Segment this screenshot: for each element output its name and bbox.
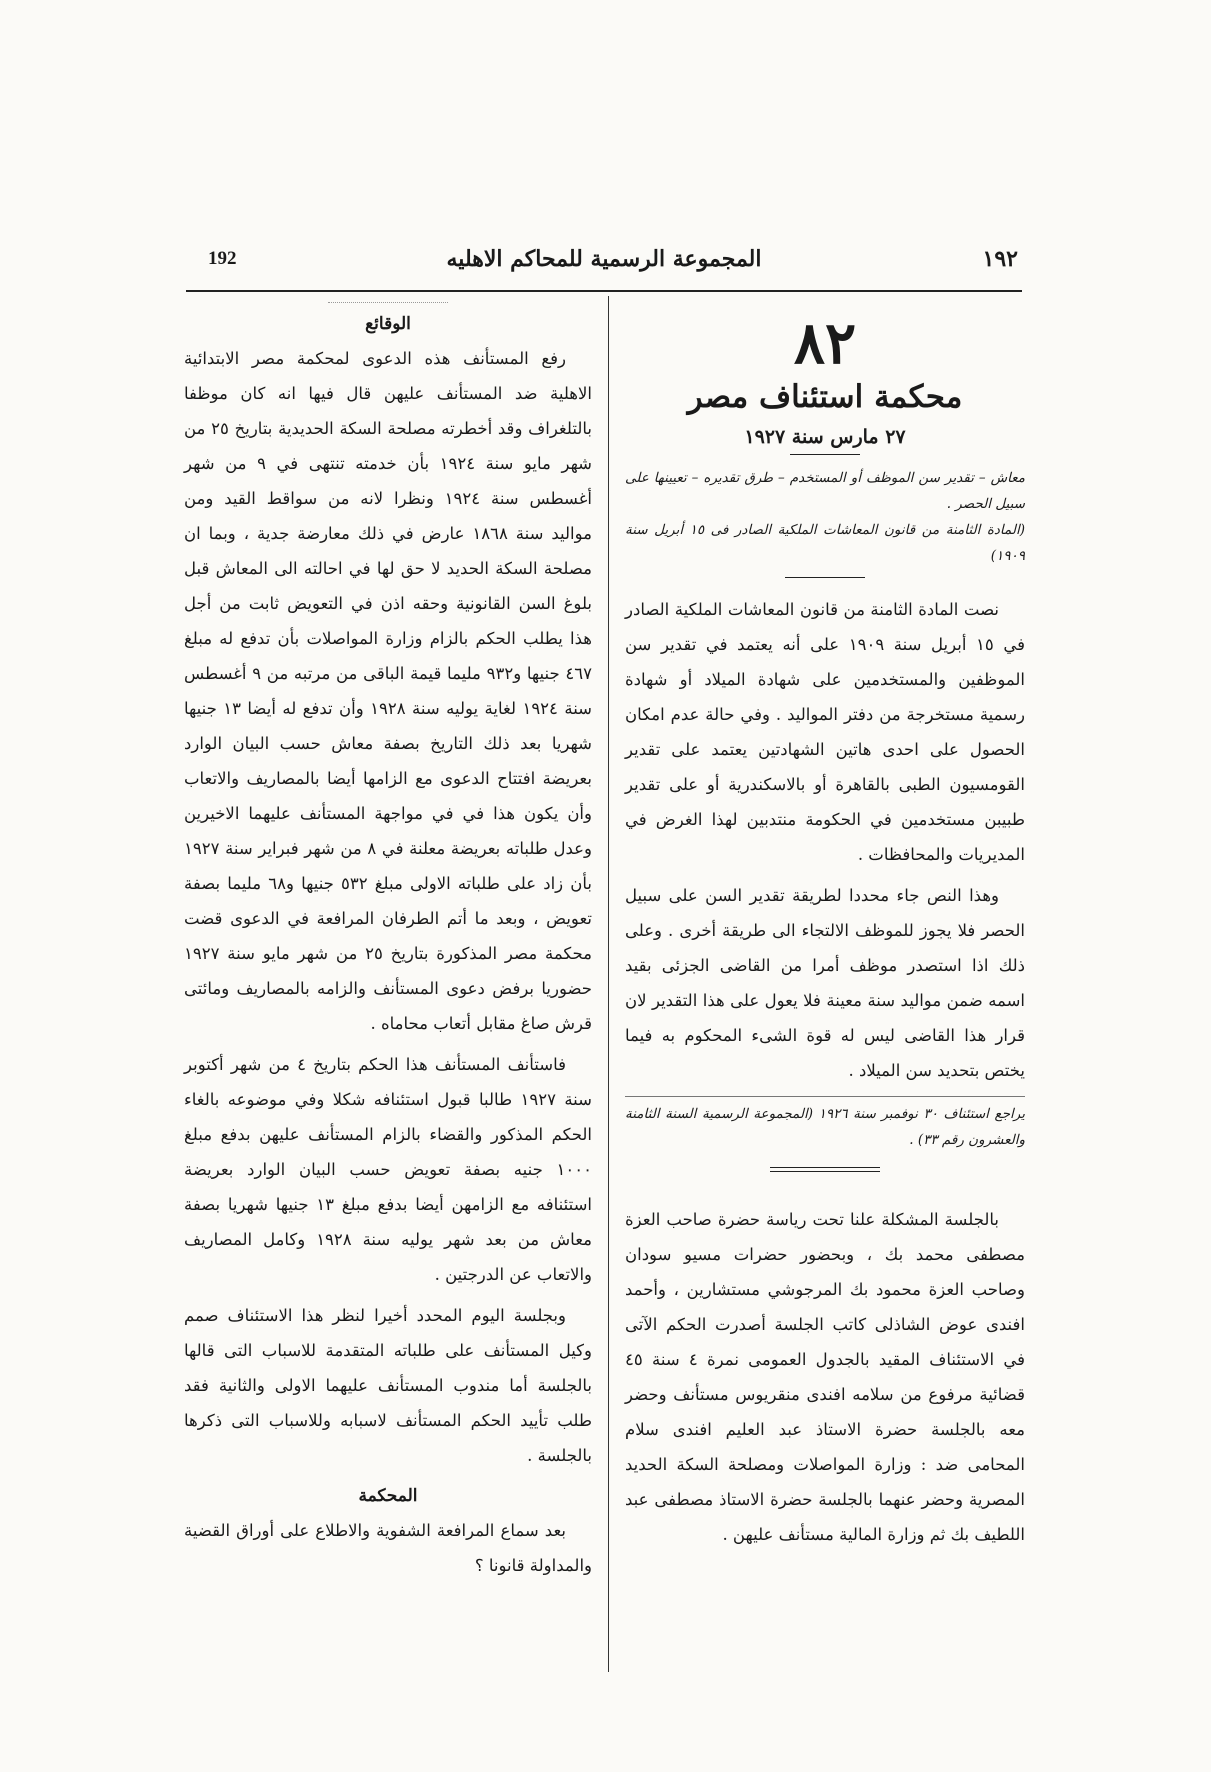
court-paragraph-1: بعد سماع المرافعة الشفوية والاطلاع على أوراق القضية والمداولة قانونا ؟ [184,1521,592,1575]
summary-rule [785,577,865,578]
column-divider [608,296,609,1672]
page-header [186,244,1022,284]
header-rule [186,290,1022,292]
reference-note: يراجع استئناف ٣٠ نوفمبر سنة ١٩٢٦ (المجموعة الرسمية السنة الثامنة والعشرون رقم ٣٣) . [625,1096,1025,1153]
court-name: محكمة استئناف مصر [687,379,963,415]
page-number-arabic: ١٩٢ [982,246,1018,272]
running-title: المجموعة الرسمية للمحاكم الاهليه [446,246,762,272]
session-paragraph: بالجلسة المشكلة علنا تحت رياسة حضرة صاحب العزة مصطفى محمد بك ، وبحضور حضرات مسيو سودان وصاحب العزة محمود بك المرجوشي مستشارين ، وأحمد افندى عوض الشاذلى كاتب الجلسة أصدرت الحكم الآتى في الاستئناف المقيد بالجدول العمومى نمرة ٤ سنة ٤٥ قضائية مرفوع من سلامه افندى منقريوس مستأنف وحضر معه بالجلسة حضرة الاستاذ عبد العليم افندى سلام المحامى ضد : وزارة المواصلات ومصلحة السكة الحديد المصرية وحضر عنهما بالجلسة حضرة الاستاذ مصطفى عبد اللطيف بك ثم وزارة المالية مستأنف عليهن . [625,1210,1026,1544]
court-heading: المحكمة [358,1486,418,1506]
summary-keywords: معاش – تقدير سن الموظف أو المستخدم – طرق تقديره – تعيينها على سبيل الحصر . [625,470,1025,512]
page-number-latin: 192 [208,248,237,269]
principle-paragraph-1: نصت المادة الثامنة من قانون المعاشات الملكية الصادر في ١٥ أبريل سنة ١٩٠٩ على أنه يعتمد في تقدير سن الموظفين والمستخدمين على شهادة الميلاد أو شهادة رسمية مستخرجة من دفتر المواليد . وفي حالة عدم امكان الحصول على احدى هاتين الشهادتين يعتمد على تقدير القومسيون الطبى بالقاهرة أو بالاسكندرية أو على تقدير طبيبن مستخدمين في الحكومة منتدبين لهذا الغرض في المديريات والمحافظات . [625,600,1025,864]
judgment-date: ٢٧ مارس سنة ١٩٢٧ [744,426,906,448]
facts-heading: الوقائع [365,314,411,334]
case-number: ٨٢ [793,309,857,377]
facts-paragraph-1: رفع المستأنف هذه الدعوى لمحكمة مصر الابتدائية الاهلية ضد المستأنف عليهن قال فيها انه كان موظفا بالتلغراف وقد أخطرته مصلحة السكة الحديدية بتاريخ ٢٥ من شهر مايو سنة ١٩٢٤ بأن خدمته تنتهى في ٩ من شهر أغسطس سنة ١٩٢٤ ونظرا لانه من سواقط القيد ومن مواليد سنة ١٨٦٨ عارض في ذلك معارضة جدية ، وبما ان مصلحة السكة الحديد لا حق لها في احالته الى المعاش قبل بلوغ السن القانونية وحقه اذن في التعويض ثابت من أجل هذا يطلب الحكم بالزام وزارة المواصلات بأن تدفع له مبلغ ٤٦٧ جنيها و٩٣٢ مليما قيمة الباقى من مرتبه من ٩ أغسطس سنة ١٩٢٤ لغاية يوليه سنة ١٩٢٨ وأن تدفع له أيضا ١٣ جنيها شهريا بعد ذلك التاريخ بصفة معاش حسب البيان الوارد بعريضة افتتاح الدعوى مع الزامها أيضا بالمصاريف والاتعاب وأن يكون هذا في في مواجهة المستأنف عليهما الاخيرين وعدل طلباته بعريضة معلنة في ٨ من شهر فبراير سنة ١٩٢٧ بأن زاد على طلباته الاولى مبلغ ٥٣٢ جنيها و٦٨ مليما بصفة تعويض ، وبعد ما أتم الطرفان المرافعة في الدعوى قضت محكمة مصر المذكورة بتاريخ ٢٥ من شهر مايو سنة ١٩٢٧ حضوريا برفض دعوى المستأنف والزامه بالمصاريف ومائتى قرش صاغ مقابل أتعاب محاماه . [184,349,593,1033]
summary-legal-basis: (المادة الثامنة من قانون المعاشات الملكية الصادر فى ١٥ أبريل سنة ١٩٠٩) [625,522,1025,564]
right-column [625,302,1025,1558]
principle-paragraph-2: وهذا النص جاء محددا لطريقة تقدير السن على سبيل الحصر فلا يجوز للموظف الالتجاء الى طريقة أخرى . وعلى ذلك اذا استصدر موظف أمرا من القاضى الجزئى بقيد اسمه ضمن مواليد سنة معينة فلا يعول على هذا التقدير لان قرار هذا القاضى ليس له قوة الشىء المحكوم به فيما يختص بتحديد سن الميلاد . [625,886,1025,1080]
left-column [184,302,592,1589]
facts-paragraph-3: وبجلسة اليوم المحدد أخيرا لنظر هذا الاستئناف صمم وكيل المستأنف على طلباته المتقدمة للاسباب التى قالها بالجلسة أما مندوب المستأنف عليهما الاولى والثانية فقد طلب تأييد الحكم المستأنف لاسبابه وللاسباب التى ذكرها بالجلسة . [184,1306,592,1465]
date-rule [790,454,860,455]
facts-paragraph-2: فاستأنف المستأنف هذا الحكم بتاريخ ٤ من شهر أكتوبر سنة ١٩٢٧ طالبا قبول استئنافه شكلا وفي موضوعه بالغاء الحكم المذكور والقضاء بالزام المستأنف عليهن بدفع مبلغ ١٠٠٠ جنيه بصفة تعويض حسب البيان الوارد بعريضة استئنافه مع الزامهن أيضا بدفع مبلغ ١٣ جنيها شهريا بصفة معاش من بعد شهر يوليه سنة ١٩٢٨ وكامل المصاريف والاتعاب عن الدرجتين . [184,1055,593,1284]
section-double-rule [770,1167,880,1172]
